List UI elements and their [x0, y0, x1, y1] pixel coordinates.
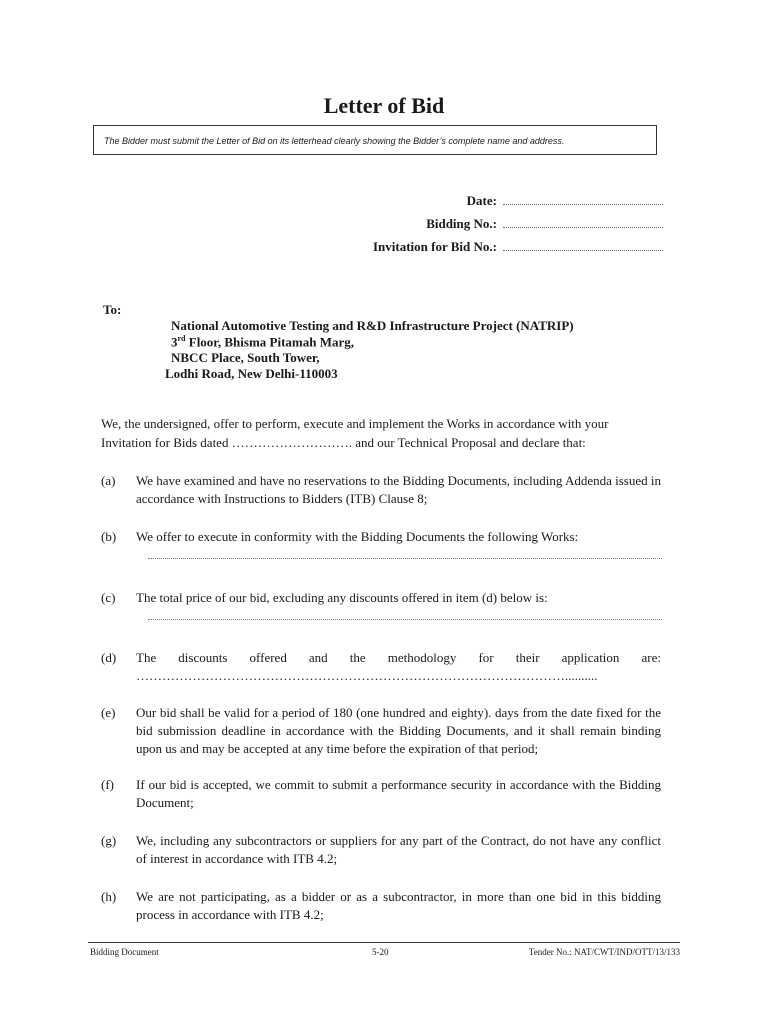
list-item: (b) We offer to execute in conformity with the Bidding Documents the following Works:	[101, 529, 579, 544]
list-item: (d) The discounts offered and the methodology for their application are: ………………………………………………………………………………………..........	[101, 650, 661, 683]
list-item: (f) If our bid is accepted, we commit to submit a performance security in accordance with the Bidding Document;	[101, 777, 661, 810]
to-label: To:	[103, 302, 122, 317]
list-item: (h) We are not participating, as a bidder or as a subcontractor, in more than one bid in this bidding process in accordance with ITB 4.2;	[101, 889, 661, 922]
intro-paragraph: We, the undersigned, offer to perform, execute and implement the Works in accordance with your Invitation for Bids dated ………………………. and our Technical Proposal and declare that:	[101, 416, 609, 450]
address-line-4: Lodhi Road, New Delhi-110003	[165, 366, 338, 381]
date-row	[467, 193, 663, 209]
date-blank	[503, 194, 663, 205]
list-item: (c) The total price of our bid, excluding any discounts offered in item (d) below is:	[101, 590, 548, 605]
tender-number: Tender No.: NAT/CWT/IND/OTT/13/133	[528, 947, 680, 957]
page-title: Letter of Bid	[323, 93, 445, 118]
price-blank	[148, 618, 662, 620]
invitation-blank	[503, 240, 663, 251]
date-label: Date:	[466, 193, 497, 208]
bidding-no-row	[426, 216, 663, 232]
page-number: 5-20	[372, 947, 389, 957]
footer-left: Bidding Document	[90, 947, 159, 957]
address-line-3: NBCC Place, South Tower,	[171, 350, 320, 365]
bidding-no-label: Bidding No.:	[426, 216, 497, 231]
instruction-note: The Bidder must submit the Letter of Bid on its letterhead clearly showing the Bidder’s complete name and address.	[93, 125, 657, 155]
address-line-2: 3rd Floor, Bhisma Pitamah Marg,	[171, 334, 355, 350]
list-item: (g) We, including any subcontractors or suppliers for any part of the Contract, do not have any conflict of interest in accordance with ITB 4.2;	[101, 833, 661, 866]
invitation-label: Invitation for Bid No.:	[373, 239, 497, 254]
address-line-1: National Automotive Testing and R&D Infrastructure Project (NATRIP)	[171, 318, 574, 333]
invitation-row	[373, 239, 663, 255]
list-item: (a) We have examined and have no reservations to the Bidding Documents, including Addenda issued in accordance with Instructions to Bidders (ITB) Clause 8;	[101, 473, 661, 506]
works-blank	[148, 557, 662, 559]
footer-divider	[88, 942, 680, 943]
list-item: (e) Our bid shall be valid for a period of 180 (one hundred and eighty). days from the date fixed for the bid submission deadline in accordance with the Bidding Documents, and it shall remain binding upon us and may be accepted at any time before the expiration of that period;	[101, 705, 661, 756]
bidding-no-blank	[503, 217, 663, 228]
